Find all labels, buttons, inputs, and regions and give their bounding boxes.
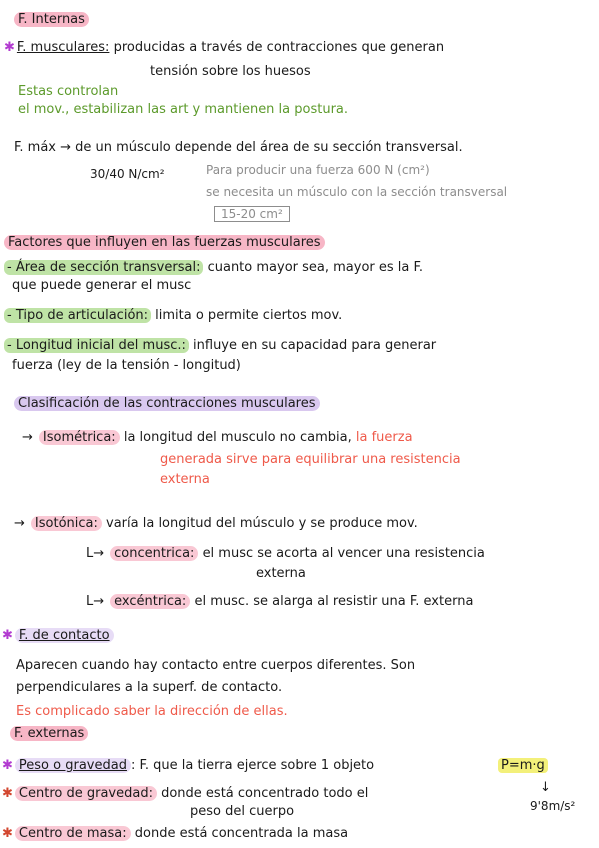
concentrica-label: concentrica: [110,546,198,561]
star-icon: ✱ [2,786,13,801]
arrow-right-icon: → [14,516,25,531]
isometrica-red3: externa [160,472,210,487]
isotonica-line [14,516,418,532]
centro-gravedad-text2: peso del cuerpo [190,804,295,819]
isometrica-red1: la fuerza [355,430,413,445]
f-contacto-text1: Aparecen cuando hay contacto entre cuerpos diferentes. Son [16,658,416,673]
heading-factores-text: Factores que influyen en las fuerzas musculares [4,235,325,250]
concentrica-text2: externa [256,566,306,581]
heading-clasificacion [14,396,320,412]
g-value: 9'8m/s² [530,799,576,813]
isometrica-line1 [22,430,413,446]
f-max-value: 30/40 N/cm² [90,167,165,181]
factor-tipo-label: - Tipo de articulación: [4,308,151,323]
factor-area-label: - Área de sección transversal: [4,260,203,275]
factor-area-line1 [4,260,423,276]
centro-masa-text: donde está concentrada la masa [134,826,349,841]
factor-tipo-line [4,308,342,324]
isotonica-label: Isotónica: [31,516,102,531]
heading-clasificacion-text: Clasificación de las contracciones musculares [14,396,320,411]
f-musculares-note2: el mov., estabilizan las art y mantienen la postura. [18,102,349,117]
peso-label: Peso o gravedad [15,758,131,773]
centro-gravedad-label: Centro de gravedad: [15,786,157,801]
f-max-boxed [214,206,290,222]
star-icon: ✱ [4,40,15,55]
concentrica-text1: el musc se acorta al vencer una resistencia [202,546,485,561]
corner-arrow-icon: L→ [86,546,105,561]
f-max-boxed-value: 15-20 cm² [214,206,290,222]
heading-factores [4,235,325,251]
f-contacto-text2: perpendiculares a la superf. de contacto. [16,680,283,695]
isotonica-text: varía la longitud del músculo y se produce mov. [106,516,418,531]
formula-text: P=m·g [498,758,548,773]
f-max-note2: se necesita un músculo con la sección transversal [206,185,508,199]
star-icon: ✱ [2,826,13,841]
f-contacto-heading [2,628,114,644]
heading-f-internas [14,12,89,28]
down-arrow-icon: ↓ [540,780,551,795]
factor-longitud-line1 [4,338,436,354]
excentrica-line [86,594,473,610]
centro-masa-line [2,826,348,842]
heading-f-externas [10,726,88,742]
f-max-line1: F. máx → de un músculo depende del área de su sección transversal. [14,140,463,155]
arrow-right-icon: → [22,430,33,445]
peso-line [2,758,374,774]
centro-gravedad-line1 [2,786,368,802]
factor-area-line2: que puede generar el musc [12,278,192,293]
centro-masa-label: Centro de masa: [15,826,131,841]
factor-longitud-text1: influye en su capacidad para generar [193,338,437,353]
heading-f-internas-text: F. Internas [14,12,89,27]
centro-gravedad-text1: donde está concentrado todo el [161,786,369,801]
excentrica-label: excéntrica: [110,594,190,609]
isometrica-red2: generada sirve para equilibrar una resistencia [160,452,461,467]
f-musculares-text1: producidas a través de contracciones que generan [113,40,445,55]
star-icon: ✱ [2,758,13,773]
f-max-note1: Para producir una fuerza 600 N (cm²) [206,163,430,177]
formula [498,758,548,774]
corner-arrow-icon: L→ [86,594,105,609]
f-contacto-label: F. de contacto [15,628,114,643]
heading-f-externas-text: F. externas [10,726,88,741]
factor-area-text1: cuanto mayor sea, mayor es la F. [207,260,424,275]
isometrica-text: la longitud del musculo no cambia, [123,430,352,445]
f-musculares-text2: tensión sobre los huesos [150,64,311,79]
f-contacto-red: Es complicado saber la dirección de ellas. [16,704,288,719]
f-musculares-line1 [4,40,444,56]
f-musculares-note1: Estas controlan [18,84,119,99]
concentrica-line1 [86,546,485,562]
factor-longitud-line2: fuerza (ley de la tensión - longitud) [12,358,241,373]
factor-longitud-label: - Longitud inicial del musc.: [4,338,189,353]
star-icon: ✱ [2,628,13,643]
excentrica-text: el musc. se alarga al resistir una F. externa [194,594,474,609]
f-musculares-label: F. musculares: [16,40,110,55]
isometrica-label: Isométrica: [39,430,120,445]
peso-text: : F. que la tierra ejerce sobre 1 objeto [130,758,375,773]
f-musculares-line2 [150,64,311,80]
factor-tipo-text: limita o permite ciertos mov. [155,308,343,323]
